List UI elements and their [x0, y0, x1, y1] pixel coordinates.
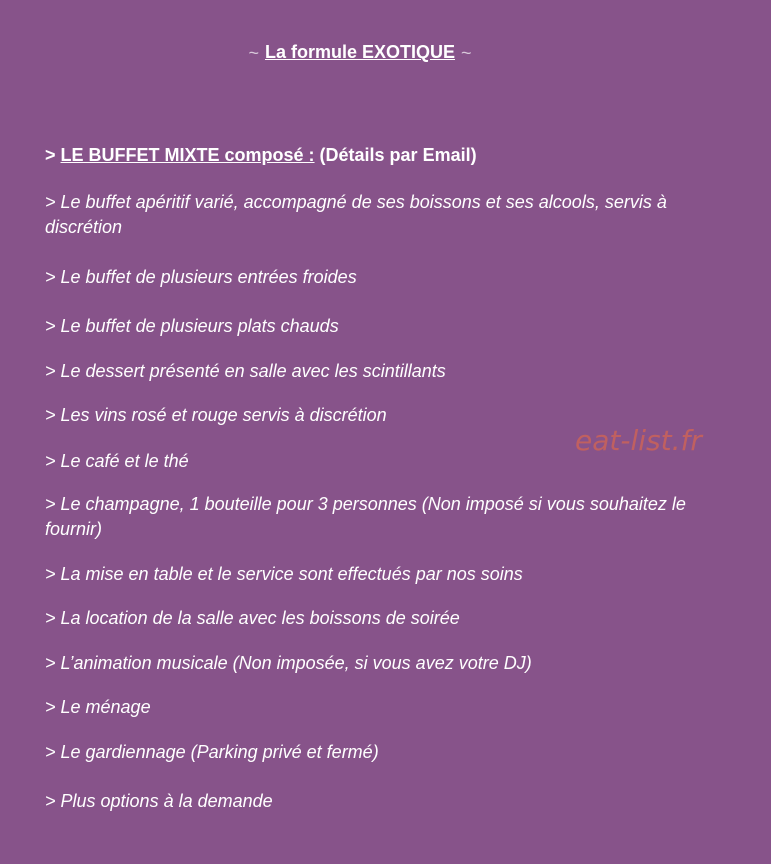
left-swirl-icon: ~: [248, 42, 259, 63]
section-heading: [45, 143, 477, 168]
list-item: > Le buffet de plusieurs entrées froides: [45, 267, 357, 287]
list-item: > Le café et le thé: [45, 451, 189, 471]
list-item: > L’animation musicale (Non imposée, si vous avez votre DJ): [45, 653, 532, 673]
watermark: eat-list.fr: [575, 424, 702, 457]
heading-suffix: (Détails par Email): [314, 145, 477, 165]
list-item: > La mise en table et le service sont effectués par nos soins: [45, 564, 523, 584]
list-item: > Le buffet de plusieurs plats chauds: [45, 316, 339, 336]
list-item: > Les vins rosé et rouge servis à discrétion: [45, 405, 387, 425]
list-item: > Le champagne, 1 bouteille pour 3 personnes (Non imposé si vous souhaitez le fournir): [45, 494, 686, 539]
list-item: > La location de la salle avec les boissons de soirée: [45, 608, 460, 628]
list-item: > Le buffet apéritif varié, accompagné de ses boissons et ses alcools, servis à discrétion: [45, 192, 667, 237]
page-title: [0, 42, 720, 64]
list-item: > Le gardiennage (Parking privé et fermé): [45, 742, 379, 762]
list-item: > Plus options à la demande: [45, 791, 273, 811]
right-swirl-icon: ~: [461, 42, 472, 63]
title-text: La formule EXOTIQUE: [264, 42, 456, 62]
heading-prefix: >: [45, 145, 61, 165]
list-item: > Le ménage: [45, 697, 151, 717]
list-item: > Le dessert présenté en salle avec les scintillants: [45, 361, 446, 381]
heading-underlined: LE BUFFET MIXTE composé :: [60, 145, 315, 165]
